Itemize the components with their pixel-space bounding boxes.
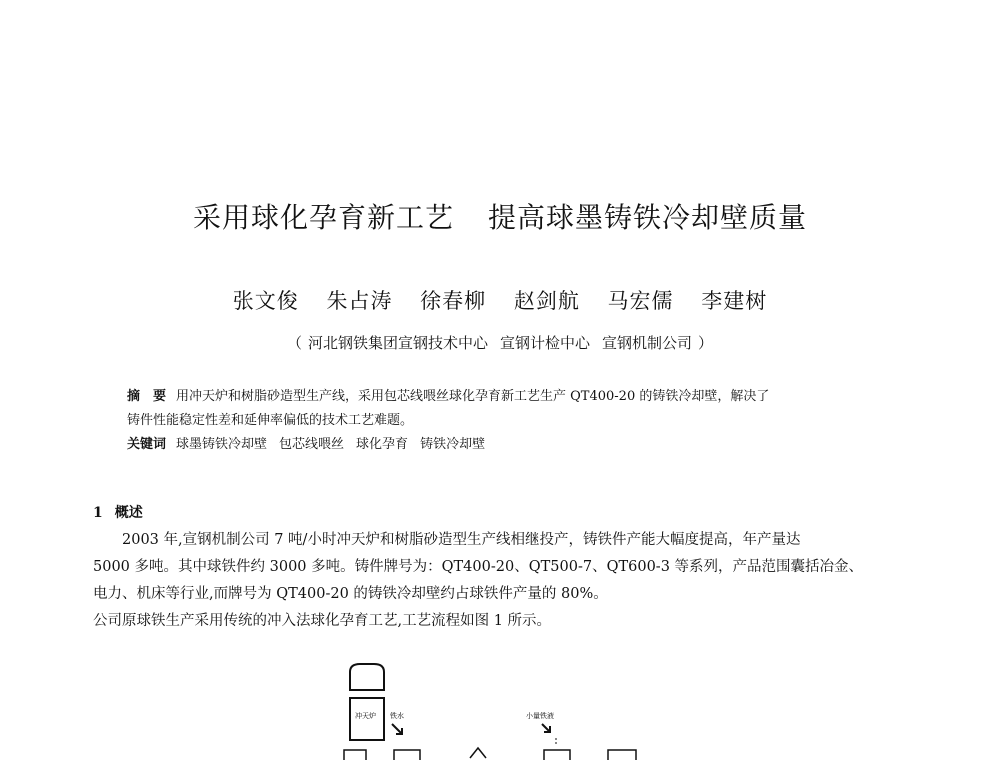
keyword: 铸铁冷却壁 bbox=[420, 437, 486, 452]
abstract bbox=[127, 385, 907, 457]
author: 朱占涛 bbox=[326, 289, 393, 313]
furnace-label: 冲天炉 bbox=[355, 712, 376, 720]
keyword: 包芯线喂丝 bbox=[279, 437, 345, 452]
author: 徐春柳 bbox=[420, 289, 487, 313]
body-text bbox=[93, 527, 915, 635]
paragraph-line: 5000 多吨。其中球铁件约 3000 多吨。铸件牌号为：QT400-20、QT500-7、QT600-3 等系列，产品范围囊括冶金、 bbox=[93, 559, 864, 575]
cupola-furnace-icon bbox=[350, 664, 384, 740]
keyword: 球化孕育 bbox=[356, 437, 409, 452]
affiliation-close-paren: ） bbox=[698, 334, 714, 352]
affiliation bbox=[0, 332, 1000, 353]
affiliation-item: 宣钢计检中心 bbox=[499, 334, 590, 352]
author: 马宏儒 bbox=[607, 289, 674, 313]
affiliation-open-paren: （ bbox=[286, 334, 302, 352]
abstract-line-1: 用冲天炉和树脂砂造型生产线，采用包芯线喂丝球化孕育新工艺生产 QT400-20 的铸铁冷却壁，解决了 bbox=[176, 389, 770, 404]
abstract-label: 摘 要 bbox=[127, 389, 167, 404]
title-part-1: 采用球化孕育新工艺 bbox=[192, 201, 454, 234]
affiliation-item: 宣钢机制公司 bbox=[602, 334, 693, 352]
arrow-icon bbox=[392, 724, 402, 734]
paragraph-line: 公司原球铁生产采用传统的冲入法球化孕育工艺,工艺流程如图 1 所示。 bbox=[93, 613, 552, 629]
paragraph-line: 2003 年,宣钢机制公司 7 吨/小时冲天炉和树脂砂造型生产线相继投产，铸铁件产能大幅度提高，年产量达 bbox=[93, 532, 801, 548]
abstract-line-2: 铸件性能稳定性差和延伸率偏低的技术工艺难题。 bbox=[127, 413, 414, 428]
keyword: 球墨铸铁冷却壁 bbox=[176, 437, 268, 452]
arrow-icon bbox=[542, 724, 550, 732]
title-part-2: 提高球墨铸铁冷却壁质量 bbox=[488, 201, 808, 234]
paper-title bbox=[0, 196, 1000, 236]
section-heading bbox=[93, 502, 155, 522]
section-number: 1 bbox=[93, 505, 103, 521]
keywords bbox=[127, 433, 907, 457]
label-feed: 小量铁液 bbox=[526, 712, 554, 720]
affiliation-item: 河北钢铁集团宣钢技术中心 bbox=[307, 334, 488, 352]
author-list bbox=[0, 285, 1000, 315]
paragraph-line: 电力、机床等行业,而牌号为 QT400-20 的铸铁冷却壁约占球铁件产量的 80%。 bbox=[93, 586, 608, 602]
process-flow-figure bbox=[330, 660, 650, 760]
keywords-label: 关键词 bbox=[127, 437, 167, 452]
label-molten-iron: 铁水 bbox=[390, 712, 404, 720]
author: 赵剑航 bbox=[513, 289, 580, 313]
author: 张文俊 bbox=[232, 289, 299, 313]
author: 李建树 bbox=[701, 289, 768, 313]
section-title: 概述 bbox=[114, 505, 143, 521]
